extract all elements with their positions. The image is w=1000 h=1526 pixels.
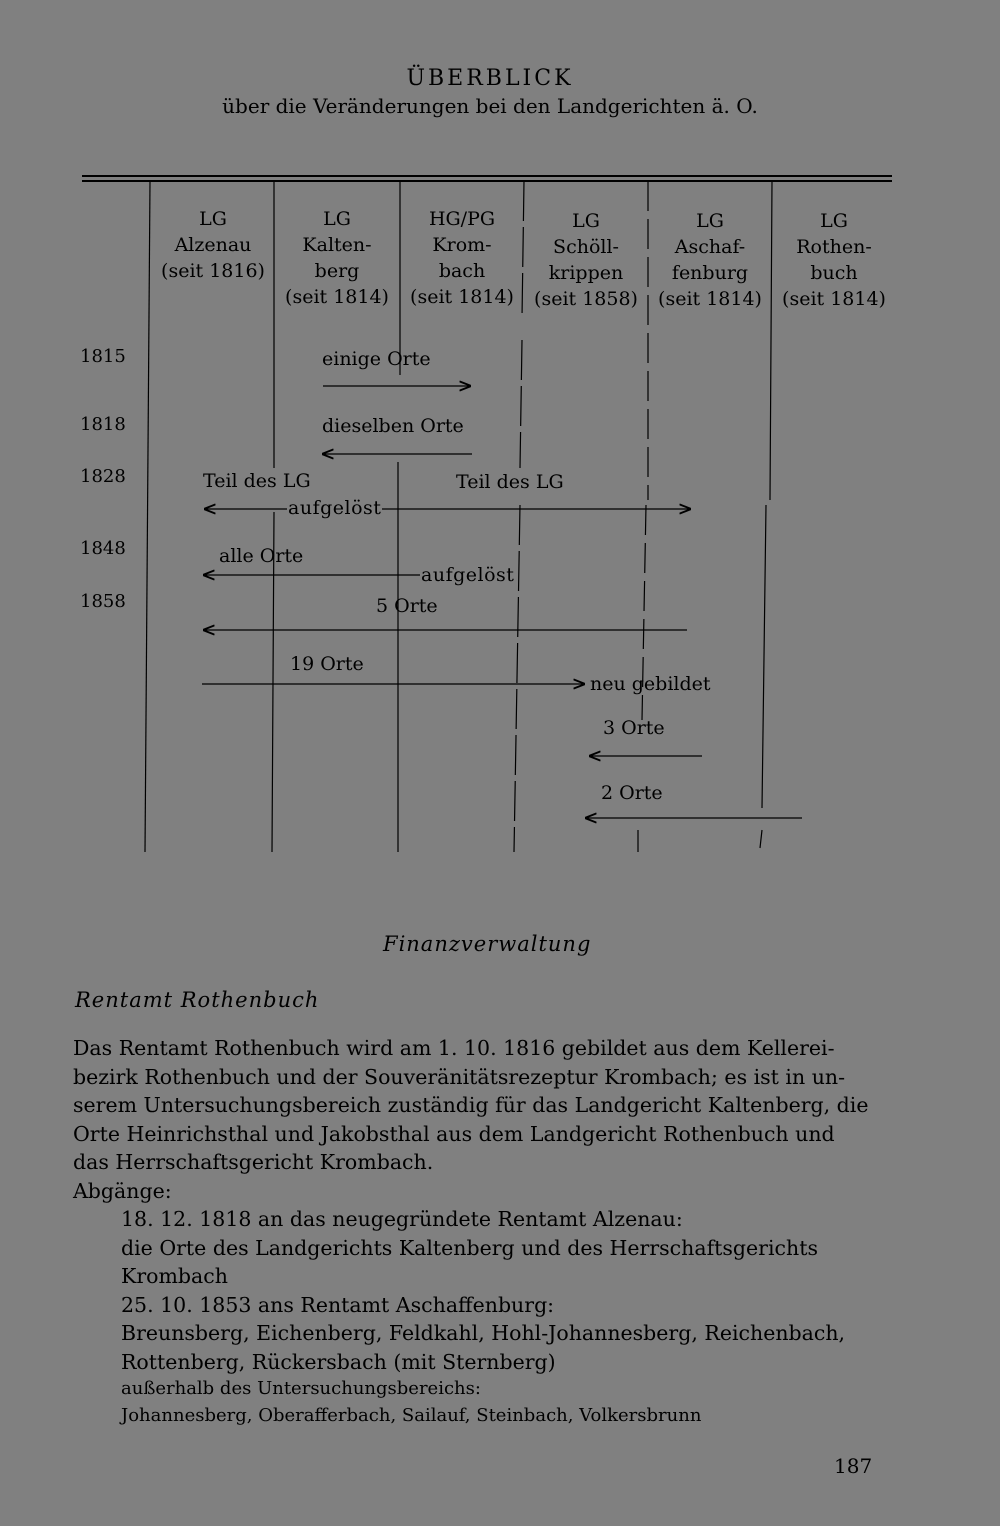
column-header-krombach: [402, 206, 522, 310]
column-header-line: (seit 1814): [658, 288, 762, 310]
year-label: 1815: [80, 346, 126, 367]
column-header-line: bach: [438, 260, 486, 282]
column-header-line: LG: [572, 210, 600, 232]
column-header-kaltenberg: [277, 206, 397, 310]
text-line: Breunsberg, Eichenberg, Feldkahl, Hohl-Johannesberg, Reichenbach,: [121, 1321, 846, 1345]
column-header-line: fenburg: [671, 262, 749, 284]
event-label: neu gebildet: [590, 673, 711, 695]
column-header-line: (seit 1814): [410, 286, 514, 308]
year-label: 1818: [80, 414, 126, 435]
text-line: 25. 10. 1853 ans Rentamt Aschaffenburg:: [121, 1292, 555, 1317]
column-header-line: LG: [820, 210, 848, 232]
year-label: 1848: [80, 538, 126, 559]
column-line-krombach: [398, 181, 400, 852]
text-line: Rottenberg, Rückersbach (mit Sternberg): [121, 1349, 556, 1374]
column-header-aschaffenburg: [650, 208, 770, 312]
text-line: Krombach: [121, 1264, 228, 1288]
event-label: aufgelöst: [288, 497, 382, 519]
abgaenge-outside: [121, 1375, 701, 1429]
column-header-line: Alzenau: [174, 234, 252, 256]
column-header-line: LG: [696, 210, 724, 232]
event-label: dieselben Orte: [322, 415, 464, 437]
abgaenge-list: [121, 1205, 845, 1376]
text-line: Orte Heinrichsthal und Jakobsthal aus dem Landgericht Rothenbuch und: [73, 1121, 835, 1146]
column-header-alzenau: [153, 206, 273, 284]
column-header-rothenbuch: [774, 208, 894, 312]
column-header-line: Aschaf-: [674, 236, 746, 258]
subsection-heading: Rentamt Rothenbuch: [75, 988, 320, 1012]
column-header-line: berg: [314, 260, 360, 282]
column-header-line: (seit 1858): [534, 288, 638, 310]
column-header-line: LG: [323, 208, 351, 230]
text-line: Johannesberg, Oberafferbach, Sailauf, Steinbach, Volkersbrunn: [121, 1405, 702, 1426]
page-number: 187: [834, 1454, 873, 1478]
text-line: serem Untersuchungsbereich zuständig für das Landgericht Kaltenberg, die: [73, 1093, 869, 1117]
column-header-line: Kalten-: [302, 234, 372, 256]
event-label: Teil des LG: [456, 471, 564, 493]
abgaenge-label: Abgänge:: [73, 1179, 172, 1203]
text-line: bezirk Rothenbuch und der Souveränitätsrezeptur Krombach; es ist in un-: [73, 1064, 846, 1089]
column-header-line: krippen: [548, 262, 624, 284]
column-line-alzenau: [145, 181, 150, 852]
event-label: aufgelöst: [421, 564, 515, 586]
column-header-line: (seit 1814): [782, 288, 886, 310]
column-header-schoellkrippen: [526, 208, 646, 312]
event-label: einige Orte: [322, 348, 431, 370]
event-label: alle Orte: [219, 545, 304, 567]
event-label: Teil des LG: [203, 470, 311, 492]
text-line: die Orte des Landgerichts Kaltenberg und des Herrschaftsgerichts: [121, 1235, 818, 1260]
section-heading: Finanzverwaltung: [383, 932, 592, 956]
column-header-line: Krom-: [432, 234, 492, 256]
text-line: außerhalb des Untersuchungsbereichs:: [121, 1378, 481, 1399]
text-line: 18. 12. 1818 an das neugegründete Rentamt Alzenau:: [121, 1207, 683, 1231]
column-header-line: Rothen-: [796, 236, 872, 258]
column-header-line: LG: [199, 208, 227, 230]
body-paragraph: [73, 1034, 868, 1177]
column-header-line: Schöll-: [553, 236, 619, 258]
overview-subtitle: über die Veränderungen bei den Landgerichten ä. O.: [222, 94, 758, 118]
event-label: 3 Orte: [603, 717, 665, 739]
event-label: 2 Orte: [601, 782, 663, 804]
event-label: 5 Orte: [376, 595, 438, 617]
text-line: Das Rentamt Rothenbuch wird am 1. 10. 1816 gebildet aus dem Kellerei-: [73, 1036, 835, 1060]
column-header-line: buch: [810, 262, 858, 284]
year-label: 1858: [80, 591, 126, 612]
column-header-line: (seit 1814): [285, 286, 389, 308]
event-label: 19 Orte: [290, 653, 364, 675]
column-header-line: (seit 1816): [161, 260, 265, 282]
overview-title: ÜBERBLICK: [406, 66, 574, 91]
column-header-line: HG/PG: [428, 208, 496, 230]
year-label: 1828: [80, 466, 126, 487]
text-line: das Herrschaftsgericht Krombach.: [73, 1150, 434, 1174]
